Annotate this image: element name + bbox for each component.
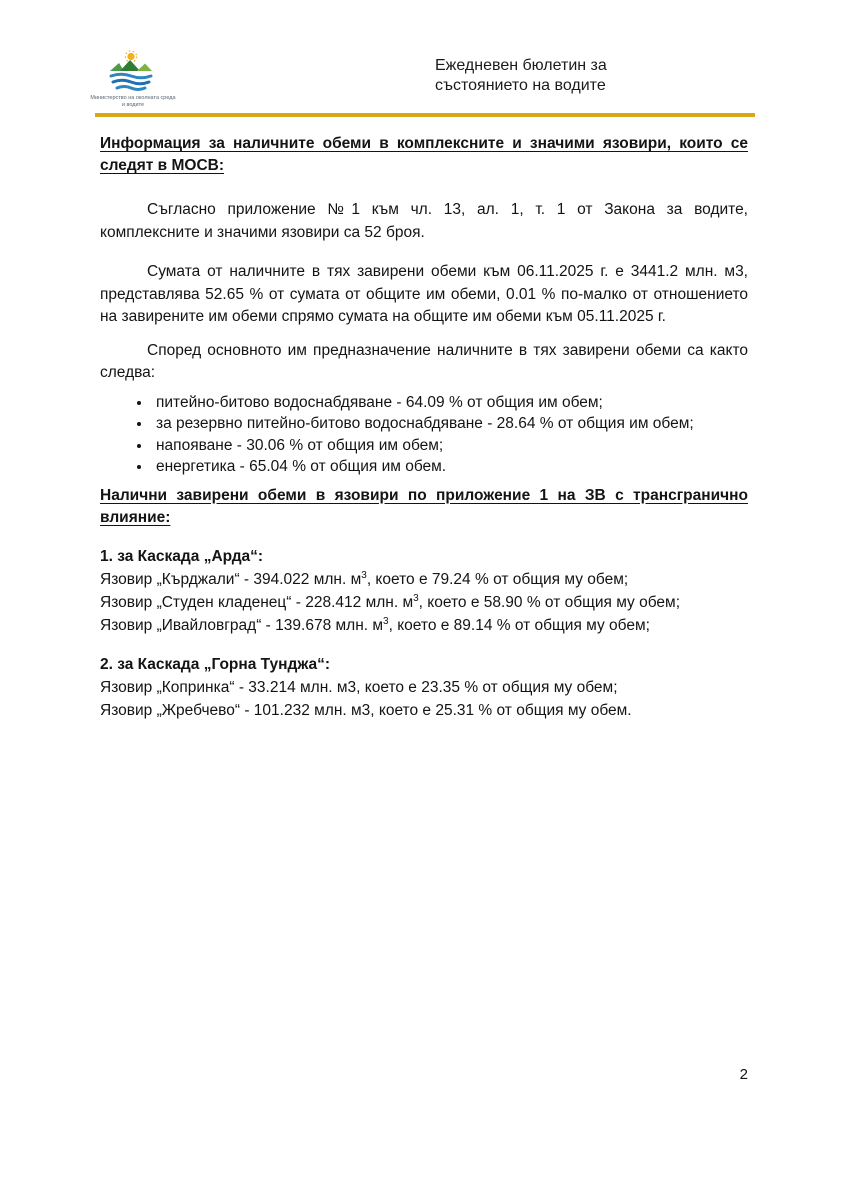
- list-item-irrigation: • напояване - 30.06 % от общия им обем;: [152, 435, 748, 457]
- ministry-logo-icon: [108, 50, 154, 94]
- reservoir-text: Язовир „Студен кладенец“ - 228.412 млн. м: [100, 593, 414, 611]
- list-item-energy: • енергетика - 65.04 % от общия им обем.: [152, 456, 748, 478]
- cascade-arda-title: 1. за Каскада „Арда“:: [100, 547, 264, 565]
- paragraph-law-reference: Съгласно приложение №1 към чл. 13, ал. 1, т. 1 от Закона за водите, комплексните и значими язовири са 52 броя.: [100, 201, 748, 241]
- superscript-3: 3: [413, 592, 419, 604]
- reservoir-line-kardzhali: [100, 568, 748, 591]
- heading-reservoir-volumes: Информация за наличните обеми в комплексните и значими язовири, които се следят в МОСВ:: [100, 135, 748, 174]
- reservoir-text: Язовир „Ивайловград“ - 139.678 млн. м: [100, 616, 384, 634]
- reservoir-line-studen-kladenets: [100, 591, 748, 614]
- list-item-reserve-drinking-supply: • за резервно питейно-битово водоснабдяване - 28.64 % от общия им обем;: [152, 413, 748, 435]
- reservoir-text: , което е 58.90 % от общия му обем;: [418, 593, 681, 611]
- superscript-3: 3: [361, 569, 367, 581]
- heading-transboundary: Налични завирени обеми в язовири по приложение 1 на ЗВ с трансгранично влияние:: [100, 486, 748, 526]
- bulletin-title: [435, 56, 607, 96]
- bulletin-title-line1: Ежедневен бюлетин за: [435, 57, 607, 74]
- reservoir-text: , което е 79.24 % от общия му обем;: [366, 570, 629, 588]
- reservoir-text: , което е 89.14 % от общия му обем;: [388, 616, 650, 634]
- reservoir-text: Язовир „Кърджали“ - 394.022 млн. м: [100, 570, 362, 588]
- cascade-gorna-tundzha-title: 2. за Каскада „Горна Тунджа“:: [100, 655, 331, 673]
- cascade-arda-section: [100, 545, 748, 637]
- superscript-3: 3: [383, 615, 389, 627]
- reservoir-line-zhrebchevo: Язовир „Жребчево“ - 101.232 млн. м3, което е 25.31 % от общия му обем.: [100, 701, 632, 719]
- bulletin-title-line2: състоянието на водите: [435, 77, 606, 94]
- document-body: [100, 133, 748, 738]
- purpose-list: [100, 392, 748, 478]
- paragraph-total-volumes: Сумата от наличните в тях завирени обеми към 06.11.2025 г. е 3441.2 млн. м3, представлява 52.65 % от сумата от общите им обеми, 0.01 % по-малко от отношението на завирените им обеми спрямо сумата на общите им обеми към 05.11.2025 г.: [100, 263, 748, 325]
- ministry-logo: [108, 50, 154, 94]
- paragraph-purpose-intro: Според основното им предназначение наличните в тях завирени обеми са както следва:: [100, 341, 748, 381]
- header-divider: [95, 113, 755, 117]
- list-item-drinking-supply: • питейно-битово водоснабдяване - 64.09 % от общия им обем;: [152, 392, 748, 414]
- page-header: [90, 50, 748, 114]
- ministry-logo-caption: Министерство на околната среда и водите: [90, 95, 176, 108]
- page-number: 2: [739, 1066, 748, 1083]
- cascade-gorna-tundzha-section: [100, 653, 748, 722]
- reservoir-line-ivaylovgrad: [100, 614, 748, 637]
- reservoir-line-koprinka: Язовир „Копринка“ - 33.214 млн. м3, което е 23.35 % от общия му обем;: [100, 678, 618, 696]
